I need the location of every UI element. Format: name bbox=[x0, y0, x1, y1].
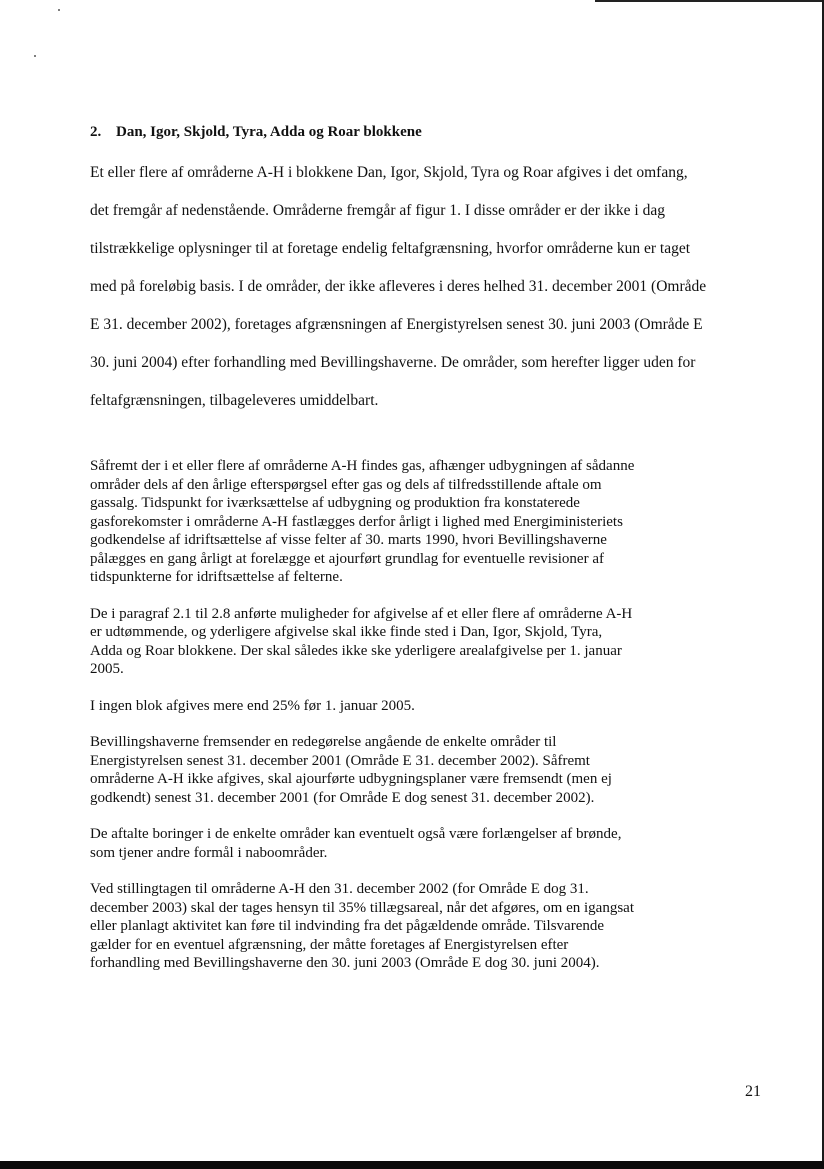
text-line: 30. juni 2004) efter forhandling med Bevillingshaverne. De områder, som herefter ligger uden for bbox=[90, 354, 696, 371]
text-line: Ved stillingtagen til områderne A-H den 31. december 2002 (for Område E dog 31. bbox=[90, 881, 589, 897]
paragraph-relinquishment-limit bbox=[90, 697, 730, 716]
text-line: feltafgrænsningen, tilbageleveres umiddelbart. bbox=[90, 392, 379, 409]
paragraph-gas-development bbox=[90, 457, 730, 587]
paragraph-agreed-wells bbox=[90, 825, 730, 862]
section-heading bbox=[90, 124, 422, 141]
scan-speck bbox=[58, 9, 60, 11]
text-line: Et eller flere af områderne A-H i blokkene Dan, Igor, Skjold, Tyra og Roar afgives i det omfang, bbox=[90, 164, 688, 181]
section-number: 2. bbox=[90, 124, 102, 140]
text-line: pålægges en gang årligt at forelægge et ajourført grundlag for eventuelle revisioner af bbox=[90, 550, 604, 567]
text-line: gassalg. Tidspunkt for iværksættelse af udbygning og produktion fra konstaterede bbox=[90, 495, 580, 511]
text-line: er udtømmende, og yderligere afgivelse skal ikke finde sted i Dan, Igor, Skjold, Tyra, bbox=[90, 624, 603, 640]
text-line: godkendelse af idriftsættelse af visse felter af 30. marts 1990, hvori Bevillingshaverne bbox=[90, 532, 607, 548]
text-line: Energistyrelsen senest 31. december 2001 (Område E 31. december 2002). Såfremt bbox=[90, 752, 590, 769]
text-line: som tjener andre formål i naboområder. bbox=[90, 844, 328, 861]
body-text bbox=[90, 457, 730, 991]
scan-edge-top bbox=[595, 0, 824, 2]
text-line: tilstrækkelige oplysninger til at foretage endelig feltafgrænsning, hvorfor områderne kun er taget bbox=[90, 240, 691, 257]
text-line: De aftalte boringer i de enkelte områder kan eventuelt også være forlængelser af brønde, bbox=[90, 826, 622, 842]
text-line: gælder for en eventuel afgrænsning, der måtte foretages af Energistyrelsen efter bbox=[90, 936, 569, 953]
text-line: godkendt) senest 31. december 2001 (for Område E dog senest 31. december 2002). bbox=[90, 789, 595, 806]
text-line: eller planlagt aktivitet kan føre til indvinding fra det pågældende område. Tilsvarende bbox=[90, 918, 605, 934]
text-line: områder dels af den årlige efterspørgsel efter gas og dels af tilfredsstillende aftale om bbox=[90, 476, 602, 493]
text-line: 2005. bbox=[90, 661, 124, 677]
text-line: tidspunkterne for idriftsættelse af felterne. bbox=[90, 569, 343, 585]
intro-paragraph bbox=[90, 160, 770, 426]
text-line: med på foreløbig basis. I de områder, der ikke afleveres i deres helhed 31. december 2001 (Område bbox=[90, 278, 707, 295]
page-number: 21 bbox=[745, 1083, 761, 1100]
paragraph-additional-area bbox=[90, 880, 730, 973]
scan-speck bbox=[34, 55, 36, 57]
paragraph-report-deadline bbox=[90, 733, 730, 807]
text-line: det fremgår af nedenstående. Områderne fremgår af figur 1. I disse områder er der ikke i dag bbox=[90, 202, 665, 219]
text-line: Såfremt der i et eller flere af områderne A-H findes gas, afhænger udbygningen af sådanne bbox=[90, 458, 635, 474]
text-line: forhandling med Bevillingshaverne den 30. juni 2003 (Område E dog 30. juni 2004). bbox=[90, 955, 600, 971]
text-line: områderne A-H ikke afgives, skal ajourførte udbygningsplaner være fremsendt (men ej bbox=[90, 771, 612, 787]
text-line: Bevillingshaverne fremsender en redegørelse angående de enkelte områder til bbox=[90, 734, 557, 750]
text-line: december 2003) skal der tages hensyn til 35% tillægsareal, når det afgøres, om en igangsat bbox=[90, 899, 634, 916]
text-line: De i paragraf 2.1 til 2.8 anførte muligheder for afgivelse af et eller flere af områderne A-H bbox=[90, 605, 633, 622]
text-line: I ingen blok afgives mere end 25% før 1. januar 2005. bbox=[90, 697, 415, 714]
text-line: gasforekomster i områderne A-H fastlægges derfor årligt i lighed med Energiministeriets bbox=[90, 513, 623, 530]
scan-edge-bottom bbox=[0, 1161, 824, 1169]
paragraph-relinquishment-options bbox=[90, 605, 730, 679]
text-line: E 31. december 2002), foretages afgrænsningen af Energistyrelsen senest 30. juni 2003 (Område E bbox=[90, 316, 703, 333]
text-line: Adda og Roar blokkene. Der skal således ikke ske yderligere arealafgivelse per 1. januar bbox=[90, 642, 622, 659]
section-title: Dan, Igor, Skjold, Tyra, Adda og Roar blokkene bbox=[116, 124, 422, 140]
